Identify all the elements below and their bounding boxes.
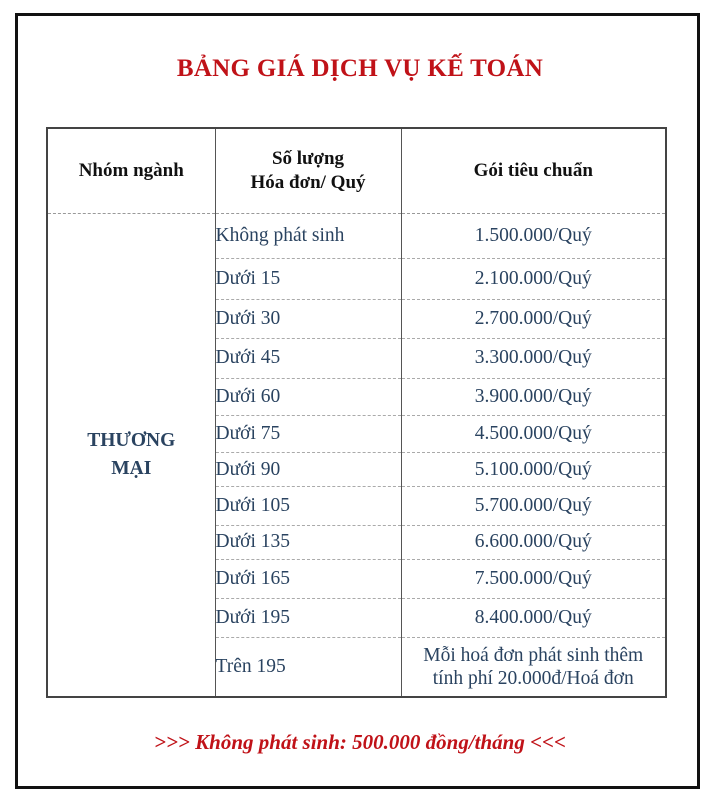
quantity-cell: Trên 195 bbox=[215, 638, 401, 697]
price-cell: 6.600.000/Quý bbox=[401, 525, 666, 559]
quantity-cell: Dưới 45 bbox=[215, 338, 401, 378]
quantity-cell: Dưới 105 bbox=[215, 487, 401, 525]
price-cell: 5.700.000/Quý bbox=[401, 487, 666, 525]
price-cell: 4.500.000/Quý bbox=[401, 416, 666, 453]
price-cell: 7.500.000/Quý bbox=[401, 559, 666, 598]
header-group: Nhóm ngành bbox=[47, 128, 215, 214]
price-cell: 1.500.000/Quý bbox=[401, 214, 666, 259]
price-cell: 8.400.000/Quý bbox=[401, 598, 666, 637]
price-table bbox=[46, 127, 667, 698]
quantity-cell: Không phát sinh bbox=[215, 214, 401, 259]
header-quantity bbox=[215, 128, 401, 214]
quantity-cell: Dưới 165 bbox=[215, 559, 401, 598]
price-cell: 5.100.000/Quý bbox=[401, 453, 666, 487]
quantity-cell: Dưới 75 bbox=[215, 416, 401, 453]
industry-group-line2: MẠI bbox=[111, 458, 152, 479]
header-quantity-line1: Số lượng bbox=[271, 148, 345, 169]
table-row bbox=[47, 214, 666, 259]
table-header-row bbox=[47, 128, 666, 214]
quantity-cell: Dưới 60 bbox=[215, 378, 401, 415]
extra-fee-note-line1: Mỗi hoá đơn phát sinh thêm bbox=[423, 645, 644, 667]
price-cell: 2.100.000/Quý bbox=[401, 259, 666, 300]
footer-note: >>> Không phát sinh: 500.000 đồng/tháng <<< bbox=[154, 730, 566, 754]
quantity-cell: Dưới 90 bbox=[215, 453, 401, 487]
price-cell: 3.900.000/Quý bbox=[401, 378, 666, 415]
quantity-cell: Dưới 15 bbox=[215, 259, 401, 300]
industry-group-cell bbox=[47, 214, 215, 698]
price-cell: 2.700.000/Quý bbox=[401, 300, 666, 338]
quantity-cell: Dưới 135 bbox=[215, 525, 401, 559]
industry-group-line1: THƯƠNG bbox=[87, 430, 176, 451]
header-quantity-line2: Hóa đơn/ Quý bbox=[250, 172, 366, 193]
quantity-cell: Dưới 30 bbox=[215, 300, 401, 338]
extra-fee-note-line2: tính phí 20.000đ/Hoá đơn bbox=[432, 668, 634, 690]
quantity-cell: Dưới 195 bbox=[215, 598, 401, 637]
extra-fee-note-cell bbox=[401, 638, 666, 697]
price-cell: 3.300.000/Quý bbox=[401, 338, 666, 378]
header-package: Gói tiêu chuẩn bbox=[401, 128, 666, 214]
page-title: BẢNG GIÁ DỊCH VỤ KẾ TOÁN bbox=[176, 55, 544, 82]
